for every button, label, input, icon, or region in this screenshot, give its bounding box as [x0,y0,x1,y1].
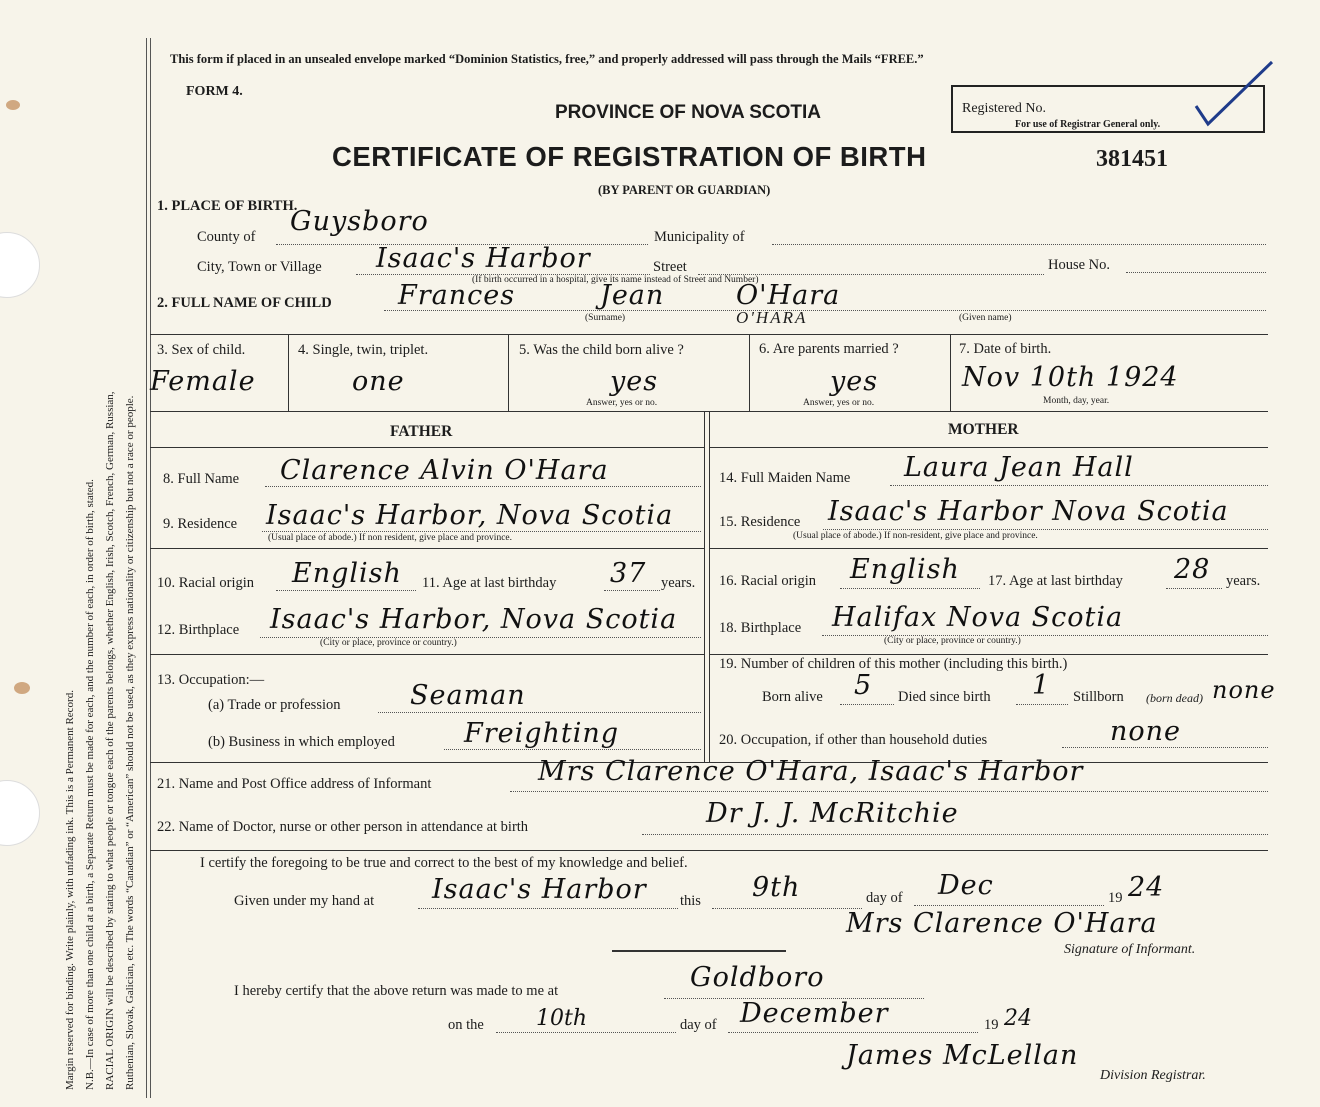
mother-name-label: 14. Full Maiden Name [719,470,851,486]
trade-value: Seaman [410,680,526,711]
registrar-place: Goldboro [690,962,825,993]
informant-signature: Mrs Clarence O'Hara [846,908,1158,939]
doctor-value: Dr J. J. McRitchie [706,798,959,829]
died-label: Died since birth [898,689,991,705]
mother-residence-label: 15. Residence [719,514,801,530]
child-name-label: 2. FULL NAME OF CHILD [157,295,332,311]
separator [612,950,786,952]
born-alive-label: Born alive [762,689,823,705]
county-value: Guysboro [290,206,429,237]
father-residence-caption: (Usual place of abode.) If non resident, give place and province. [268,533,512,543]
given-month: Dec [938,870,994,901]
line [262,531,701,532]
line [890,485,1268,486]
registrar-signature: James McLellan [846,1040,1079,1071]
line [378,712,701,713]
trade-label: (a) Trade or profession [208,697,341,713]
rule [950,334,951,411]
this-label: this [680,893,701,909]
mother-racial-value: English [850,554,960,585]
mother-birthplace-caption: (City or place, province or country.) [884,636,1021,646]
hospital-note: (If birth occurred in a hospital, give its name instead of Street and Number) [472,275,759,285]
father-age-value: 37 [610,558,647,589]
sex-label: 3. Sex of child. [157,342,246,358]
line [1062,747,1268,748]
given-day: 9th [752,872,801,903]
registrar-month: December [740,998,889,1029]
registrar-year-prefix: 19 [984,1017,999,1033]
given-day-of: day of [866,890,903,906]
died-value: 1 [1032,670,1051,701]
line [728,1032,978,1033]
occupation-label: 13. Occupation:— [157,672,265,688]
father-racial-value: English [292,558,402,589]
line [265,486,701,487]
punch-hole-top [0,232,40,298]
children-label: 19. Number of children of this mother (including this birth.) [719,656,1068,672]
father-residence-value: Isaac's Harbor, Nova Scotia [266,500,674,531]
registrar-on-the: on the [448,1017,484,1033]
mother-heading: MOTHER [948,421,1019,438]
mother-occupation-value: none [1110,716,1182,747]
informant-signature-caption: Signature of Informant. [1064,942,1196,957]
city-value: Isaac's Harbor [376,243,591,274]
line [276,590,416,591]
house-line [1126,272,1266,273]
line [418,908,678,909]
column-divider [704,411,705,762]
certificate-number: 381451 [1096,146,1168,172]
checkmark-icon [1190,58,1280,138]
margin-rule [146,38,147,1098]
married-value: yes [830,366,879,397]
mother-occupation-label: 20. Occupation, if other than household duties [719,732,988,748]
registrar-day: 10th [536,1006,588,1031]
form-number: FORM 4. [186,84,243,99]
dob-caption: Month, day, year. [1043,396,1110,406]
line [823,529,1268,530]
given-year-prefix: 19 [1108,890,1123,906]
business-value: Freighting [464,718,620,749]
father-name-value: Clarence Alvin O'Hara [280,455,609,486]
registered-label: Registered No. [962,101,1046,116]
line [604,590,660,591]
given-label: Given under my hand at [234,893,375,909]
rule [150,654,704,655]
alive-caption: Answer, yes or no. [586,398,658,408]
mother-birthplace-label: 18. Birthplace [719,620,802,636]
father-age-label: 11. Age at last birthday [422,575,557,591]
given-year: 24 [1128,872,1165,903]
child-surname: O'Hara [736,280,841,311]
mother-residence-value: Isaac's Harbor Nova Scotia [828,496,1229,527]
registrar-caption: Division Registrar. [1100,1068,1206,1083]
column-divider [709,411,710,762]
mother-residence-caption: (Usual place of abode.) If non-resident, give place and province. [793,531,1038,541]
mother-years: years. [1226,573,1261,589]
father-birthplace-value: Isaac's Harbor, Nova Scotia [270,604,678,635]
stain [6,100,20,110]
street-label: Street [653,259,687,275]
registrar-day-of: day of [680,1017,717,1033]
margin-note-2: N.B.—In case of more than one child at a birth, a Separate Return must be made for each, and the number of each, in order of birth, stated. [84,479,96,1090]
rule [508,334,509,411]
rule [150,548,704,549]
alive-value: yes [610,366,659,397]
line [840,588,980,589]
margin-note-4: Ruthenian, Slovak, Galician, etc. The words “Canadian” or “American” should not be used, as they express nationality or citizenship but not a race or people. [124,395,136,1090]
rule [150,850,1268,851]
line [840,704,894,705]
certify-statement: I certify the foregoing to be true and correct to the best of my knowledge and belief. [200,855,688,871]
certificate-title: CERTIFICATE OF REGISTRATION OF BIRTH [332,141,927,172]
mother-name-value: Laura Jean Hall [904,452,1134,483]
registered-note: For use of Registrar General only. [1015,119,1161,130]
top-notice: This form if placed in an unsealed envelope marked “Dominion Statistics, free,” and properly addressed will pass through the Mails “FREE.” [170,52,924,66]
line [496,1032,676,1033]
rule [709,548,1268,549]
business-label: (b) Business in which employed [208,734,395,750]
mother-birthplace-value: Halifax Nova Scotia [832,602,1124,633]
doctor-label: 22. Name of Doctor, nurse or other person in attendance at birth [157,819,529,835]
stillborn-note: (born dead) [1146,691,1203,705]
line [914,905,1104,906]
dob-value: Nov 10th 1924 [962,362,1179,393]
married-label: 6. Are parents married ? [759,341,899,357]
margin-note-3: RACIAL ORIGIN will be described by stating to what people or tongue each of the parents belongs, whether English, Irish, Scotch, French, German, Russian, [104,391,116,1090]
rule [288,334,289,411]
line [642,834,1268,835]
rule [150,334,1268,335]
surname-correction: O'HARA [736,308,808,327]
line [1166,588,1222,589]
rule [709,654,1268,655]
mother-age-label: 17. Age at last birthday [988,573,1123,589]
informant-label: 21. Name and Post Office address of Informant [157,776,432,792]
given-caption: (Given name) [959,313,1012,323]
sex-value: Female [150,366,256,397]
province-heading: PROVINCE OF NOVA SCOTIA [555,102,822,123]
father-heading: FATHER [390,423,453,440]
registrar-statement: I hereby certify that the above return was made to me at [234,983,559,999]
city-label: City, Town or Village [197,259,322,275]
given-place: Isaac's Harbor [432,874,647,905]
punch-hole-bottom [0,780,40,846]
father-birthplace-caption: (City or place, province or country.) [320,638,457,648]
mother-age-value: 28 [1174,554,1211,585]
county-label: County of [197,229,256,245]
margin-note-1: Margin reserved for binding. Write plainly, with unfading ink. This is a Permanent Record. [64,690,76,1090]
stillborn-label: Stillborn [1073,689,1124,705]
rule [150,447,704,448]
married-caption: Answer, yes or no. [803,398,875,408]
municipality-line [772,244,1266,245]
informant-value: Mrs Clarence O'Hara, Isaac's Harbor [538,756,1084,787]
mother-racial-label: 16. Racial origin [719,573,817,589]
registrar-year: 24 [1004,1006,1032,1031]
child-middle-name: Jean [600,280,665,311]
place-of-birth-label: 1. PLACE OF BIRTH. [157,198,298,214]
father-racial-label: 10. Racial origin [157,575,255,591]
father-years: years. [661,575,696,591]
line [1016,704,1068,705]
child-given-name: Frances [398,280,516,311]
house-label: House No. [1048,257,1111,273]
dob-label: 7. Date of birth. [959,341,1052,357]
line [510,791,1268,792]
stillborn-value: none [1212,676,1276,704]
stain [14,682,30,694]
alive-label: 5. Was the child born alive ? [519,342,684,358]
rule [749,334,750,411]
plurality-value: one [352,366,405,397]
line [712,908,862,909]
father-name-label: 8. Full Name [163,471,240,487]
surname-caption: (Surname) [585,313,626,323]
father-residence-label: 9. Residence [163,516,238,532]
subtitle: (BY PARENT OR GUARDIAN) [598,183,771,197]
born-alive-value: 5 [854,670,873,701]
margin-rule-2 [150,38,151,1098]
plurality-label: 4. Single, twin, triplet. [298,342,429,358]
municipality-label: Municipality of [654,229,745,245]
rule [709,447,1268,448]
father-birthplace-label: 12. Birthplace [157,622,240,638]
line [444,749,701,750]
